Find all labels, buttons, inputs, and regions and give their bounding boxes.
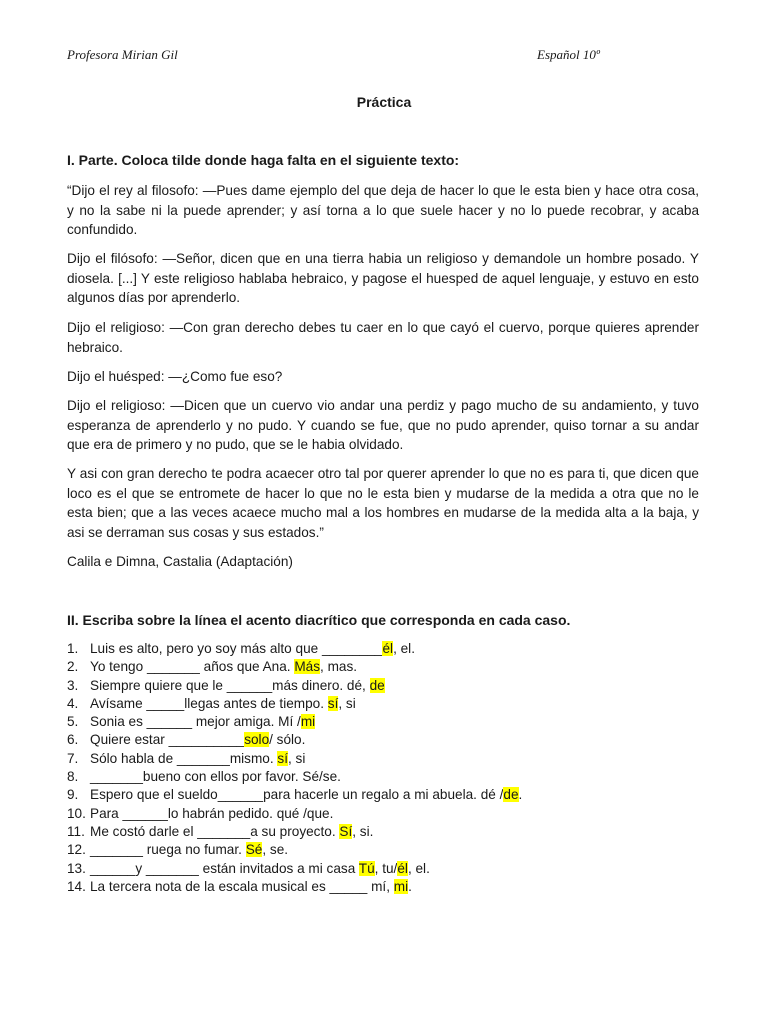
list-item: 7. Sólo habla de _______mismo. sí, si [67, 750, 306, 766]
paragraph-1: “Dijo el rey al filosofo: —Pues dame ejemplo del que deja de hacer lo que le esta bien y hace otra cosa, y no la sabe ni la puede aprender; y así torna a lo que suele hacer y no lo puede recobrar, y acaba confundido. [67, 183, 699, 238]
highlighted-answer: sí [277, 750, 288, 766]
highlighted-answer: Sí [339, 823, 353, 839]
highlighted-answer: él [382, 641, 394, 656]
header-teacher: Profesora Mirian Gil [67, 47, 178, 62]
list-item: 9. Espero que el sueldo______para hacerle un regalo a mi abuela. dé /de. [67, 787, 523, 803]
paragraph-3: Dijo el religioso: —Con gran derecho debes tu caer en lo que cayó el cuervo, porque quieres aprender hebraico. [67, 320, 699, 355]
list-item: 12. _______ ruega no fumar. Sé, se. [67, 842, 289, 858]
list-item: 2. Yo tengo _______ años que Ana. Más, mas. [67, 659, 358, 675]
paragraph-5: Dijo el religioso: —Dicen que un cuervo vio andar una perdiz y pago mucho de su andamiento, y tuvo esperanza de aprenderlo y no pudo. Y cuando se fue, que no pudo aprender, quiso tornar a su andar que era de primero y no pudo, que se le habia olvidado. [67, 398, 699, 453]
paragraph-6: Y asi con gran derecho te podra acaecer otro tal por querer aprender lo que no es para ti, que dicen que loco es el que se entromete de hacer lo que no le esta bien y mudarse de la medida a otra que no le esta bien; que a las veces acaece mucho mal a los hombres en mudarse de la medida alta a la baja, y asi se derraman sus cosas y sus estados.” [67, 466, 699, 540]
list-item: 8. _______bueno con ellos por favor. Sé/se. [67, 769, 341, 785]
highlighted-answer: Tú [358, 860, 375, 876]
highlighted-answer: sí [327, 695, 339, 711]
highlighted-answer: él [397, 860, 408, 876]
list-item: 11. Me costó darle el _______a su proyecto. Sí, si. [67, 823, 374, 839]
highlighted-answer: mi [300, 714, 316, 730]
header-course: Español 10º [537, 47, 600, 62]
paragraph-2: Dijo el filósofo: —Señor, dicen que en una tierra habia un religioso y demandole un hombre posado. Y diosela. [...] Y este religioso hablaba hebraico, y pagose el huesped de aquel lenguaje, y estuvo en esto algunos días por aprenderlo. [67, 251, 699, 306]
paragraph-4: Dijo el huésped: —¿Como fue eso? [67, 369, 283, 384]
list-item: 10. Para ______lo habrán pedido. qué /que. [67, 805, 334, 821]
part2-heading: II. Escriba sobre la línea el acento diacrítico que corresponda en cada caso. [67, 612, 571, 628]
list-item: 3. Siempre quiere que le ______más dinero. dé, de [67, 677, 385, 693]
highlighted-answer: Más [294, 659, 321, 675]
exercise-list [67, 640, 707, 896]
list-item: 4. Avísame _____llegas antes de tiempo. sí, si [67, 695, 356, 711]
part1-heading: I. Parte. Coloca tilde donde haga falta en el siguiente texto: [67, 152, 460, 168]
list-item: 1. Luis es alto, pero yo soy más alto que ________él, el. [67, 641, 415, 656]
highlighted-answer: de [503, 787, 519, 803]
highlighted-answer: mi [393, 878, 409, 894]
source-citation: Calila e Dimna, Castalia (Adaptación) [67, 554, 293, 569]
list-item: 6. Quiere estar __________solo/ sólo. [67, 732, 306, 748]
list-item: 5. Sonia es ______ mejor amiga. Mí /mi [67, 714, 316, 730]
highlighted-answer: Sé [245, 842, 263, 858]
list-item: 13. ______y _______ están invitados a mi casa Tú, tu/él, el. [67, 860, 430, 876]
highlighted-answer: de [369, 677, 385, 693]
list-item: 14. La tercera nota de la escala musical es _____ mí, mi. [67, 878, 412, 894]
highlighted-answer: solo [244, 732, 270, 748]
page-title: Práctica [356, 94, 412, 110]
